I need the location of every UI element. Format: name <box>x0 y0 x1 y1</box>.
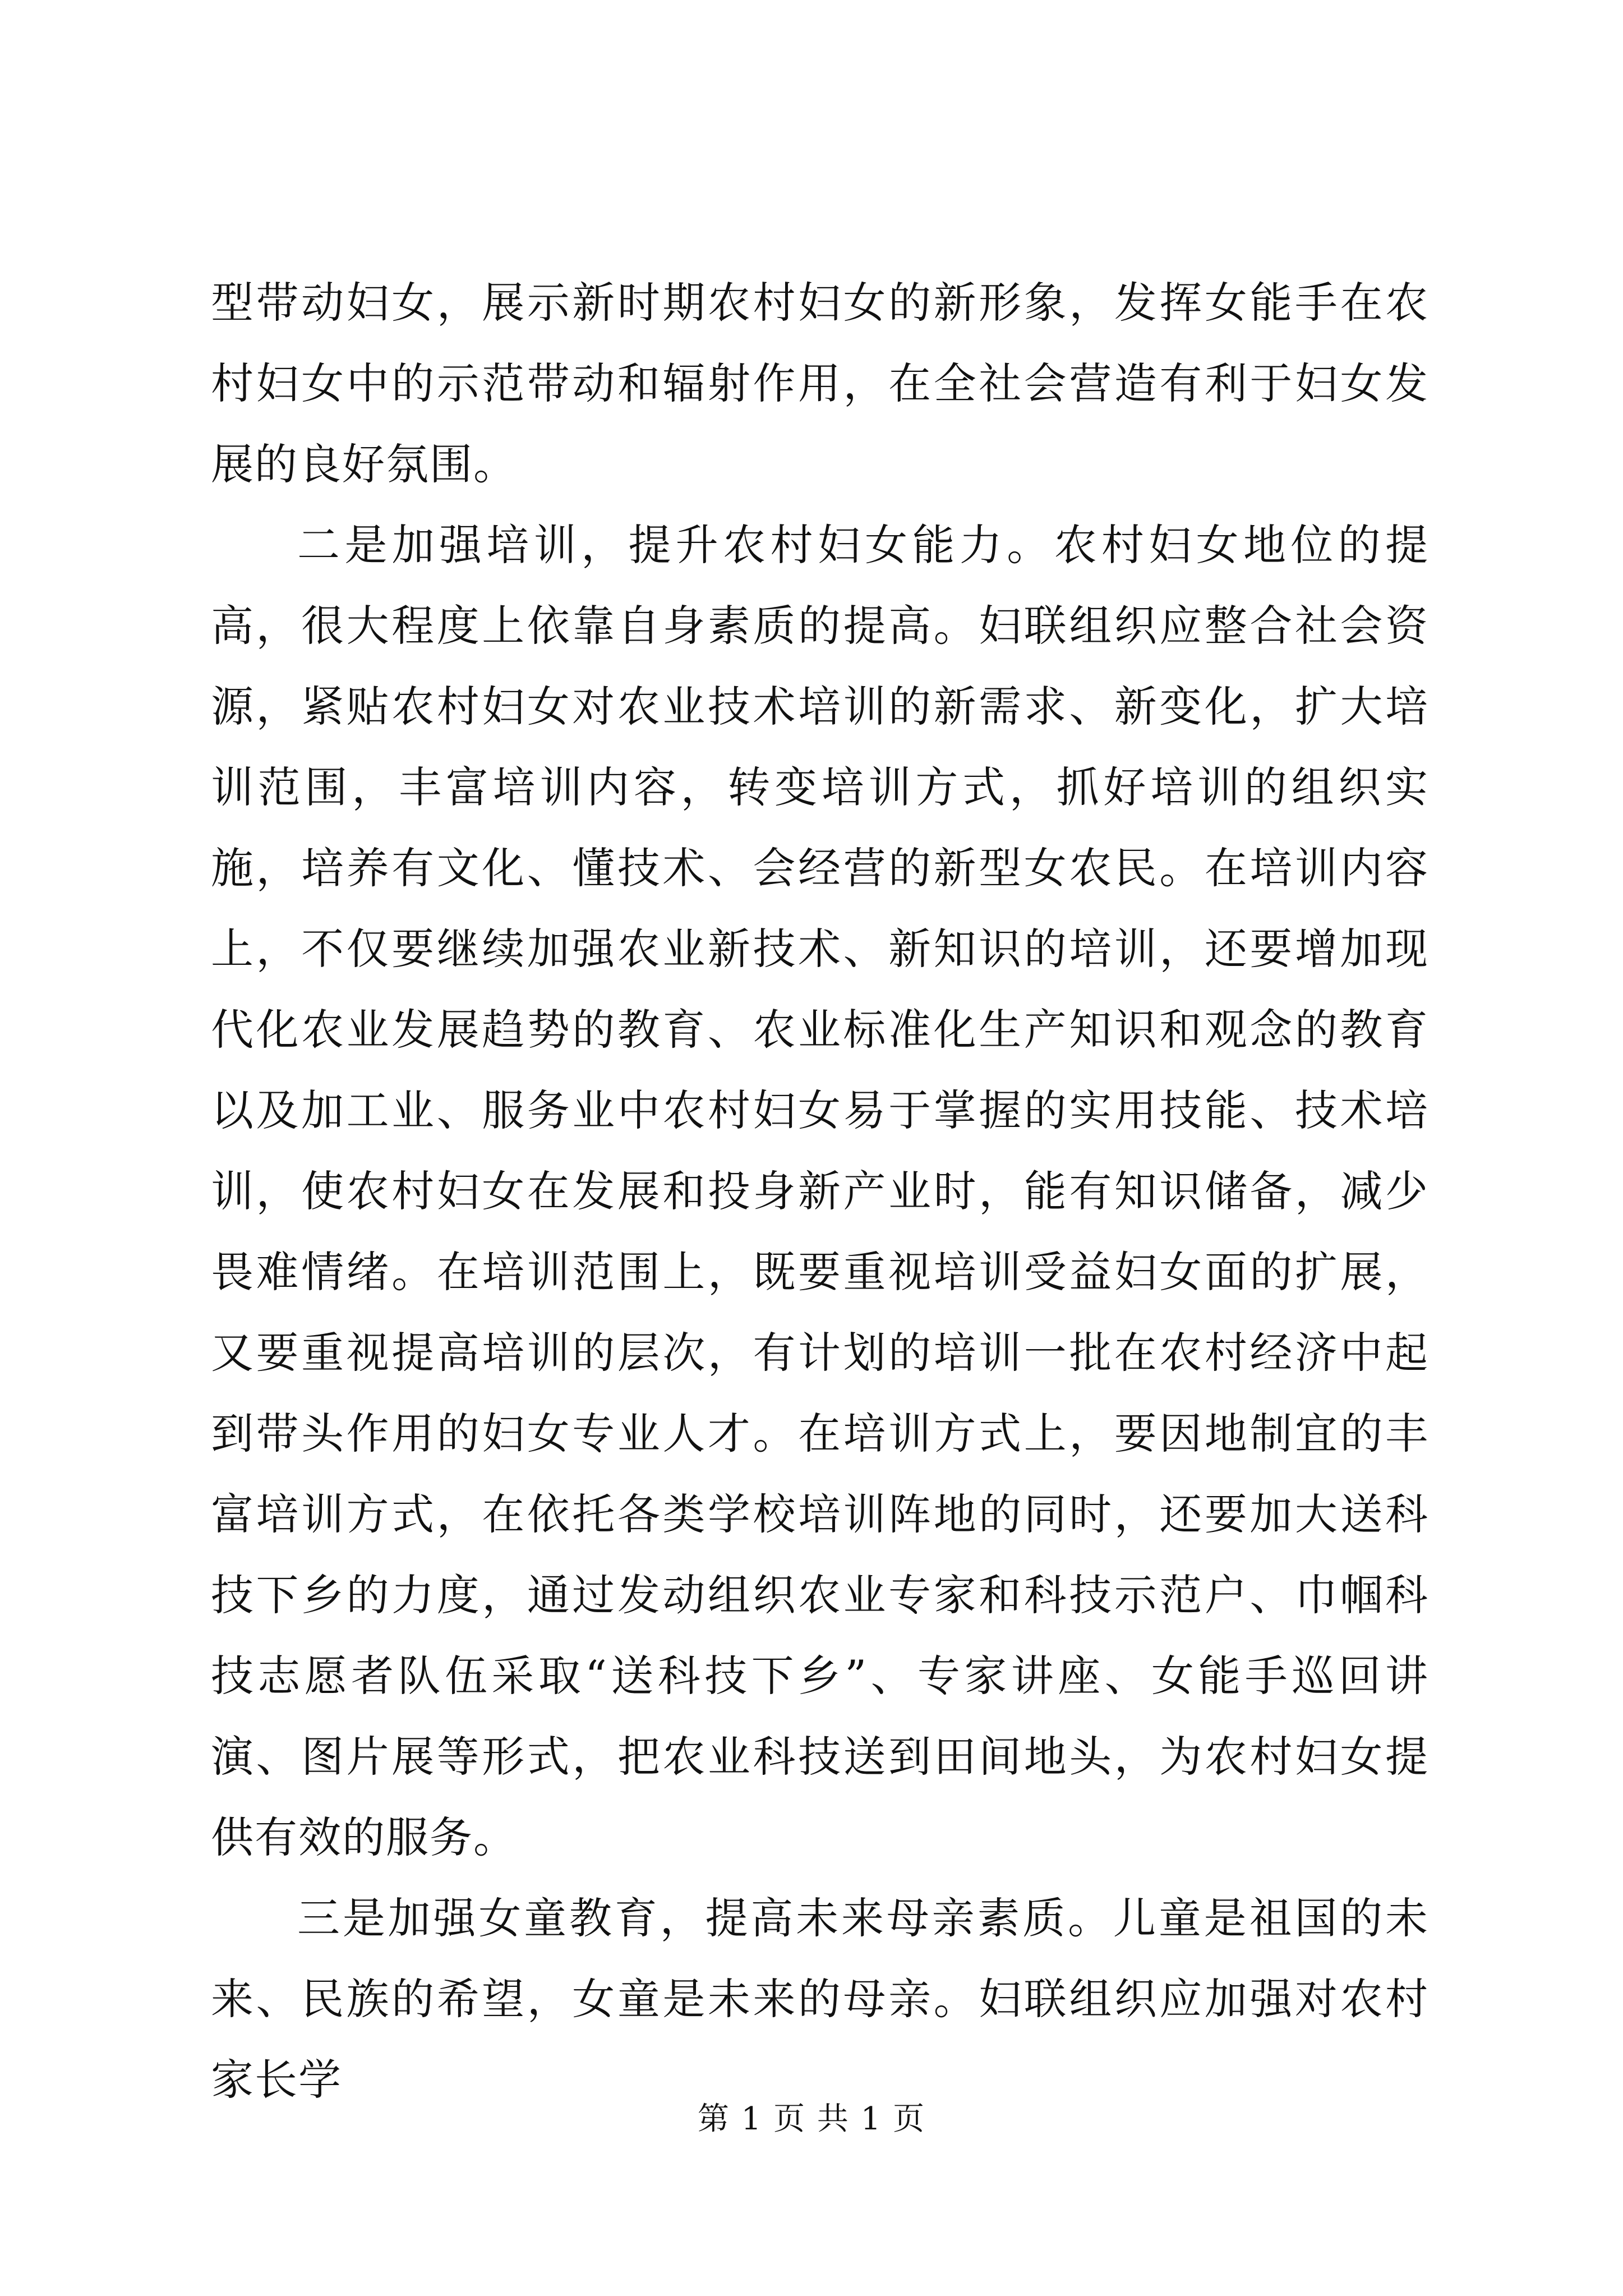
paragraph-2: 二是加强培训，提升农村妇女能力。农村妇女地位的提高，很大程度上依靠自身素质的提高。妇联组织应整合社会资源，紧贴农村妇女对农业技术培训的新需求、新变化，扩大培训范围，丰富培训内容，转变培训方式，抓好培训的组织实施，培养有文化、懂技术、会经营的新型女农民。在培训内容上，不仅要继续加强农业新技术、新知识的培训，还要增加现代化农业发展趋势的教育、农业标准化生产知识和观念的教育以及加工业、服务业中农村妇女易于掌握的实用技能、技术培训，使农村妇女在发展和投身新产业时，能有知识储备，减少畏难情绪。在培训范围上，既要重视培训受益妇女面的扩展，又要重视提高培训的层次，有计划的培训一批在农村经济中起到带头作用的妇女专业人才。在培训方式上，要因地制宜的丰富培训方式，在依托各类学校培训阵地的同时，还要加大送科技下乡的力度，通过发动组织农业专家和科技示范户、巾帼科技志愿者队伍采取“送科技下乡”、专家讲座、女能手巡回讲演、图片展等形式，把农业科技送到田间地头，为农村妇女提供有效的服务。 <box>211 520 1429 1862</box>
paragraph-3: 三是加强女童教育，提高未来母亲素质。儿童是祖国的未来、民族的希望，女童是未来的母亲。妇联组织应加强对农村家长学 <box>211 1893 1429 2105</box>
document-body <box>211 263 1429 2120</box>
paragraph-1: 型带动妇女，展示新时期农村妇女的新形象，发挥女能手在农村妇女中的示范带动和辐射作用，在全社会营造有利于妇女发展的良好氛围。 <box>211 278 1429 489</box>
page-footer: 第 1 页 共 1 页 <box>697 2101 926 2137</box>
